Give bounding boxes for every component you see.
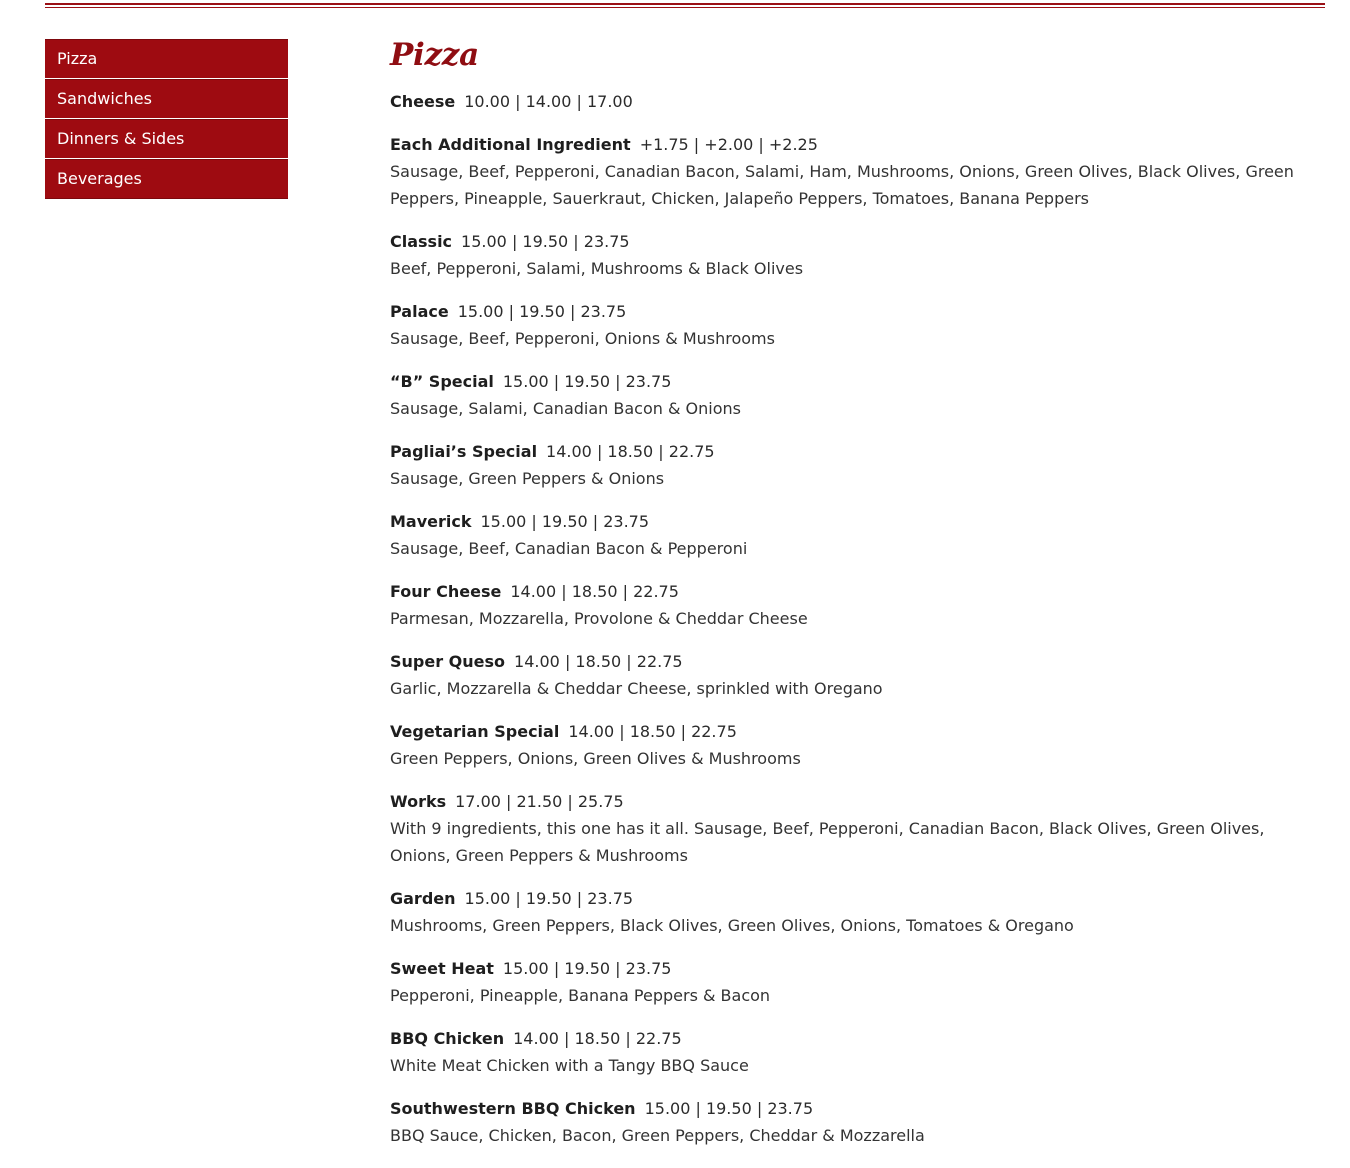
- menu-item-header: [390, 298, 1325, 325]
- menu-item-description: Sausage, Salami, Canadian Bacon & Onions: [390, 399, 741, 418]
- menu-item-header: [390, 648, 1325, 675]
- menu-item-description: Parmesan, Mozzarella, Provolone & Cheddar Cheese: [390, 609, 808, 628]
- menu-item-description: BBQ Sauce, Chicken, Bacon, Green Peppers, Cheddar & Mozzarella: [390, 1126, 925, 1145]
- menu-item-price: +1.75 | +2.00 | +2.25: [639, 135, 818, 154]
- menu-item: [390, 508, 1325, 562]
- menu-item-description: Green Peppers, Onions, Green Olives & Mushrooms: [390, 749, 801, 768]
- sidebar-item-dinners-sides[interactable]: Dinners & Sides: [45, 119, 288, 159]
- sidebar-menu: [45, 39, 288, 199]
- menu-item-price: 14.00 | 18.50 | 22.75: [568, 722, 737, 741]
- menu-item-header: [390, 1095, 1325, 1122]
- menu-item-header: [390, 885, 1325, 912]
- menu-item-header: [390, 1025, 1325, 1052]
- menu-item-description: Sausage, Green Peppers & Onions: [390, 469, 665, 488]
- menu-item: [390, 1025, 1325, 1079]
- menu-item-description: Sausage, Beef, Canadian Bacon & Pepperoni: [390, 539, 748, 558]
- menu-item-name: Pagliai’s Special: [390, 442, 538, 461]
- menu-item-name: Garden: [390, 889, 456, 908]
- menu-item-price: 17.00 | 21.50 | 25.75: [455, 792, 624, 811]
- menu-item-price: 15.00 | 19.50 | 23.75: [457, 302, 627, 321]
- menu-item-name: “B” Special: [390, 372, 494, 391]
- menu-item-name: Vegetarian Special: [390, 722, 560, 741]
- menu-item-name: Maverick: [390, 512, 472, 531]
- menu-item-description: Sausage, Beef, Pepperoni, Onions & Mushrooms: [390, 329, 775, 348]
- menu-item: [390, 88, 1325, 115]
- menu-item: [390, 648, 1325, 702]
- page-title: Pizza: [390, 37, 479, 73]
- menu-item-header: [390, 131, 1325, 158]
- menu-item-name: Classic: [390, 232, 453, 251]
- menu-item-price: 14.00 | 18.50 | 22.75: [514, 652, 683, 671]
- menu-item-price: 15.00 | 19.50 | 23.75: [644, 1099, 814, 1118]
- main-content: [390, 32, 1325, 1165]
- menu-item-header: [390, 438, 1325, 465]
- menu-item-name: Four Cheese: [390, 582, 502, 601]
- menu-item: [390, 788, 1325, 869]
- menu-item-price: 10.00 | 14.00 | 17.00: [464, 92, 633, 111]
- menu-item: [390, 885, 1325, 939]
- menu-item-name: Sweet Heat: [390, 959, 494, 978]
- menu-item: [390, 578, 1325, 632]
- menu-item-header: [390, 228, 1325, 255]
- menu-item-header: [390, 88, 1325, 115]
- menu-item-name: Works: [390, 792, 447, 811]
- menu-item: [390, 718, 1325, 772]
- menu-item-description: Pepperoni, Pineapple, Banana Peppers & Bacon: [390, 986, 771, 1005]
- menu-item-name: Super Queso: [390, 652, 506, 671]
- sidebar-item-beverages[interactable]: Beverages: [45, 159, 288, 199]
- menu-item-description: White Meat Chicken with a Tangy BBQ Sauce: [390, 1056, 749, 1075]
- sidebar-item-pizza[interactable]: Pizza: [45, 39, 288, 79]
- menu-item-description: With 9 ingredients, this one has it all. Sausage, Beef, Pepperoni, Canadian Bacon, Black Olives, Green Olives, Onions, Green Peppers & Mushrooms: [390, 819, 1265, 865]
- menu-item-price: 15.00 | 19.50 | 23.75: [461, 232, 630, 251]
- menu-item-description: Sausage, Beef, Pepperoni, Canadian Bacon, Salami, Ham, Mushrooms, Onions, Green Olives, Black Olives, Green Peppers, Pineapple, Sauerkraut, Chicken, Jalapeño Peppers, Tomatoes, Banana Peppers: [390, 162, 1294, 208]
- menu-item-description: Garlic, Mozzarella & Cheddar Cheese, sprinkled with Oregano: [390, 679, 883, 698]
- header-divider: [45, 3, 1325, 8]
- menu-item-price: 15.00 | 19.50 | 23.75: [502, 959, 672, 978]
- menu-item-name: BBQ Chicken: [390, 1029, 505, 1048]
- menu-item-header: [390, 508, 1325, 535]
- menu-item: [390, 228, 1325, 282]
- menu-item-header: [390, 955, 1325, 982]
- menu-item: [390, 1095, 1325, 1149]
- menu-item-price: 14.00 | 18.50 | 22.75: [510, 582, 679, 601]
- menu-item-price: 14.00 | 18.50 | 22.75: [513, 1029, 682, 1048]
- menu-item-price: 15.00 | 19.50 | 23.75: [480, 512, 650, 531]
- menu-item-header: [390, 368, 1325, 395]
- menu-item-name: Cheese: [390, 92, 456, 111]
- menu-item-description: Mushrooms, Green Peppers, Black Olives, Green Olives, Onions, Tomatoes & Oregano: [390, 916, 1074, 935]
- menu-item-name: Each Additional Ingredient: [390, 135, 631, 154]
- menu-item-name: Palace: [390, 302, 449, 321]
- menu-item-price: 15.00 | 19.50 | 23.75: [464, 889, 634, 908]
- menu-item-price: 14.00 | 18.50 | 22.75: [546, 442, 715, 461]
- menu-item: [390, 438, 1325, 492]
- menu-item: [390, 955, 1325, 1009]
- menu-item-description: Beef, Pepperoni, Salami, Mushrooms & Black Olives: [390, 259, 804, 278]
- menu-item-header: [390, 718, 1325, 745]
- menu-item-header: [390, 788, 1325, 815]
- menu-item: [390, 298, 1325, 352]
- pizza-menu-list: [390, 88, 1325, 1149]
- menu-item-price: 15.00 | 19.50 | 23.75: [502, 372, 672, 391]
- menu-item: [390, 131, 1325, 212]
- menu-item-name: Southwestern BBQ Chicken: [390, 1099, 636, 1118]
- menu-item: [390, 368, 1325, 422]
- sidebar-item-sandwiches[interactable]: Sandwiches: [45, 79, 288, 119]
- menu-item-header: [390, 578, 1325, 605]
